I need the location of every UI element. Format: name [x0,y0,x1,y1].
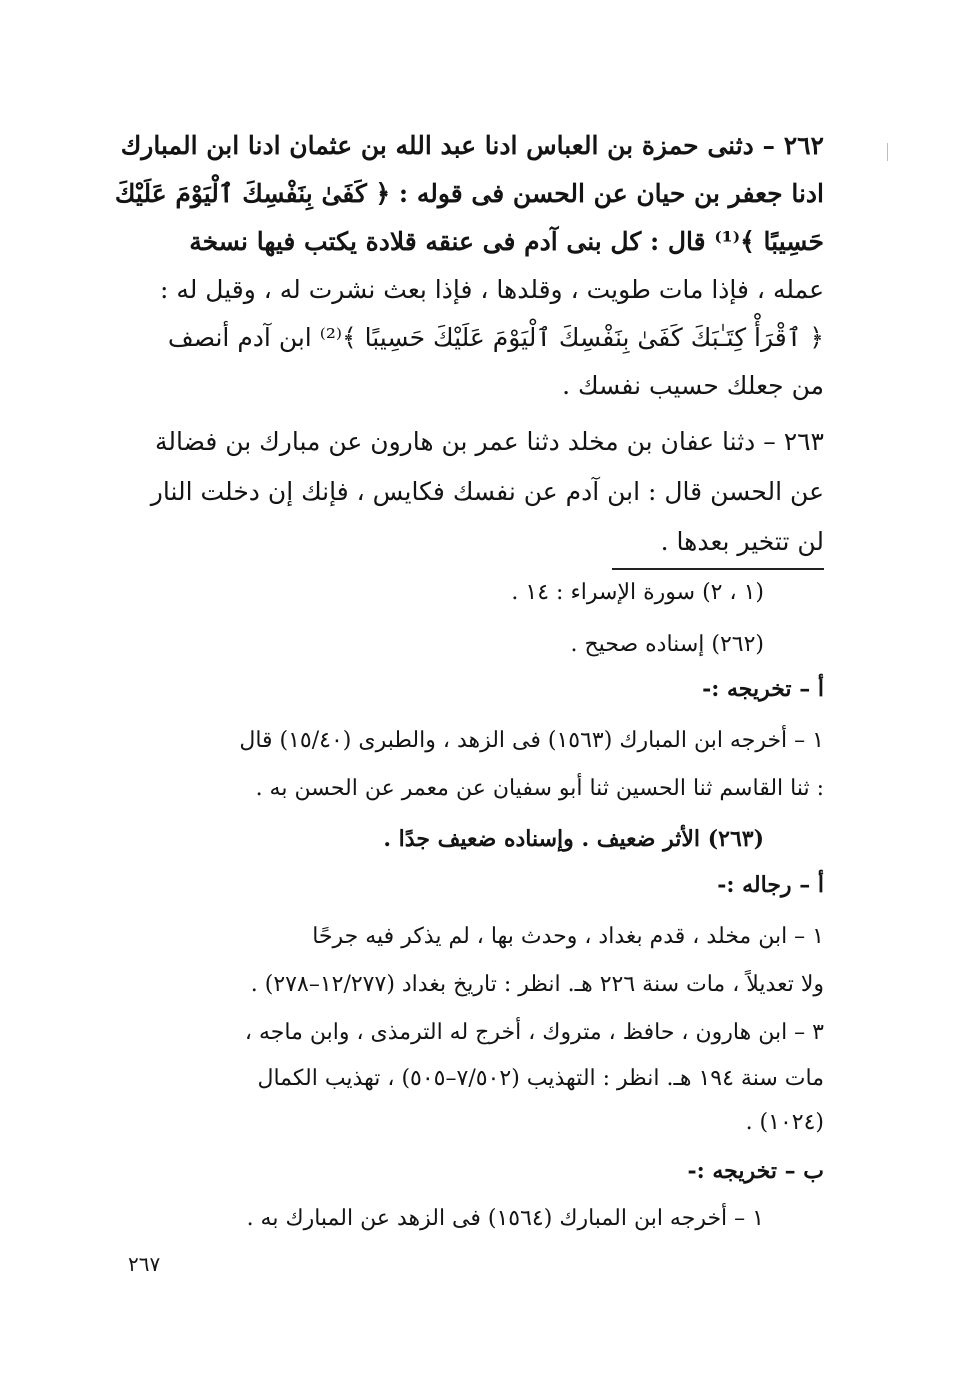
footnote-263-heading: (٢٦٣) الأثر ضعيف . وإسناده ضعيف جدًا . [383,826,764,852]
footnote-isra: (١ ، ٢) سورة الإسراء : ١٤ . [511,580,764,605]
footnote-263-rijal-3c: (١٠٢٤) . [745,1110,824,1135]
para-262-line-1: ٢٦٢ – دثنى حمزة بن العباس ادنا عبد الله بن عثمان ادنا ابن المبارك [120,131,824,160]
para-262-line-4: عمله ، فإذا مات طويت ، وقلدها ، فإذا بعث نشرت له ، وقيل له : [159,275,824,304]
para-262-line-3: حَسِيبًا ﴾⁽¹⁾ قال : كل بنى آدم فى عنقه قلادة يكتب فيها نسخة [189,227,824,256]
para-262-line-5: ﴿ ٱقْرَأْ كِتَـٰبَكَ كَفَىٰ بِنَفْسِكَ ٱلْيَوْمَ عَلَيْكَ حَسِيبًا ﴾⁽²⁾ ابن آدم أنصف [167,323,824,352]
footnote-262-takhrij-1b: : ثنا القاسم ثنا الحسين ثنا أبو سفيان عن معمر عن الحسن به . [255,776,824,801]
footnote-263-rijal-1b: ولا تعديلاً ، مات سنة ٢٢٦ هـ. انظر : تاريخ بغداد (١٢/٢٧٧–٢٧٨) . [250,972,824,997]
footnote-262-isnad: (٢٦٢) إسناده صحيح . [570,632,764,657]
para-262-line-2: ادنا جعفر بن حيان عن الحسن فى قوله : ﴿ كَفَىٰ بِنَفْسِكَ ٱلْيَوْمَ عَلَيْكَ [114,179,824,208]
footnote-263-rijal-3a: ٣ – ابن هارون ، حافظ ، متروك ، أخرج له الترمذى ، وابن ماجه ، [244,1020,824,1045]
page-number: ٢٦٧ [128,1252,161,1276]
footnote-263-takhrij-1: ١ – أخرجه ابن المبارك (١٥٦٤) فى الزهد عن المبارك به . [246,1206,764,1231]
footnote-263-rijal-heading: أ – رجاله :- [717,872,824,898]
margin-mark [887,143,888,161]
para-263-line-3: لن تتخير بعدها . [660,527,824,556]
footnote-263-rijal-3b: مات سنة ١٩٤ هـ. انظر : التهذيب (٧/٥٠٢–٥٠٥) ، تهذيب الكمال [257,1066,824,1091]
footnote-262-takhrij-1a: ١ – أخرجه ابن المبارك (١٥٦٣) فى الزهد ، والطبرى (١٥/٤٠) قال [239,728,824,753]
para-262-line-6: من جعلك حسيب نفسك . [562,371,824,400]
footnote-263-takhrij-heading: ب – تخريجه :- [687,1158,824,1184]
para-263-line-2: عن الحسن قال : ابن آدم عن نفسك فكايس ، فإنك إن دخلت النار [150,477,824,506]
para-263-line-1: ٢٦٣ – دثنا عفان بن مخلد دثنا عمر بن هارون عن مبارك بن فضالة [155,427,824,456]
footnote-263-rijal-1a: ١ – ابن مخلد ، قدم بغداد ، وحدث بها ، لم يذكر فيه جرحًا [312,924,824,949]
footnote-262-takhrij-heading: أ – تخريجه :- [702,676,824,702]
